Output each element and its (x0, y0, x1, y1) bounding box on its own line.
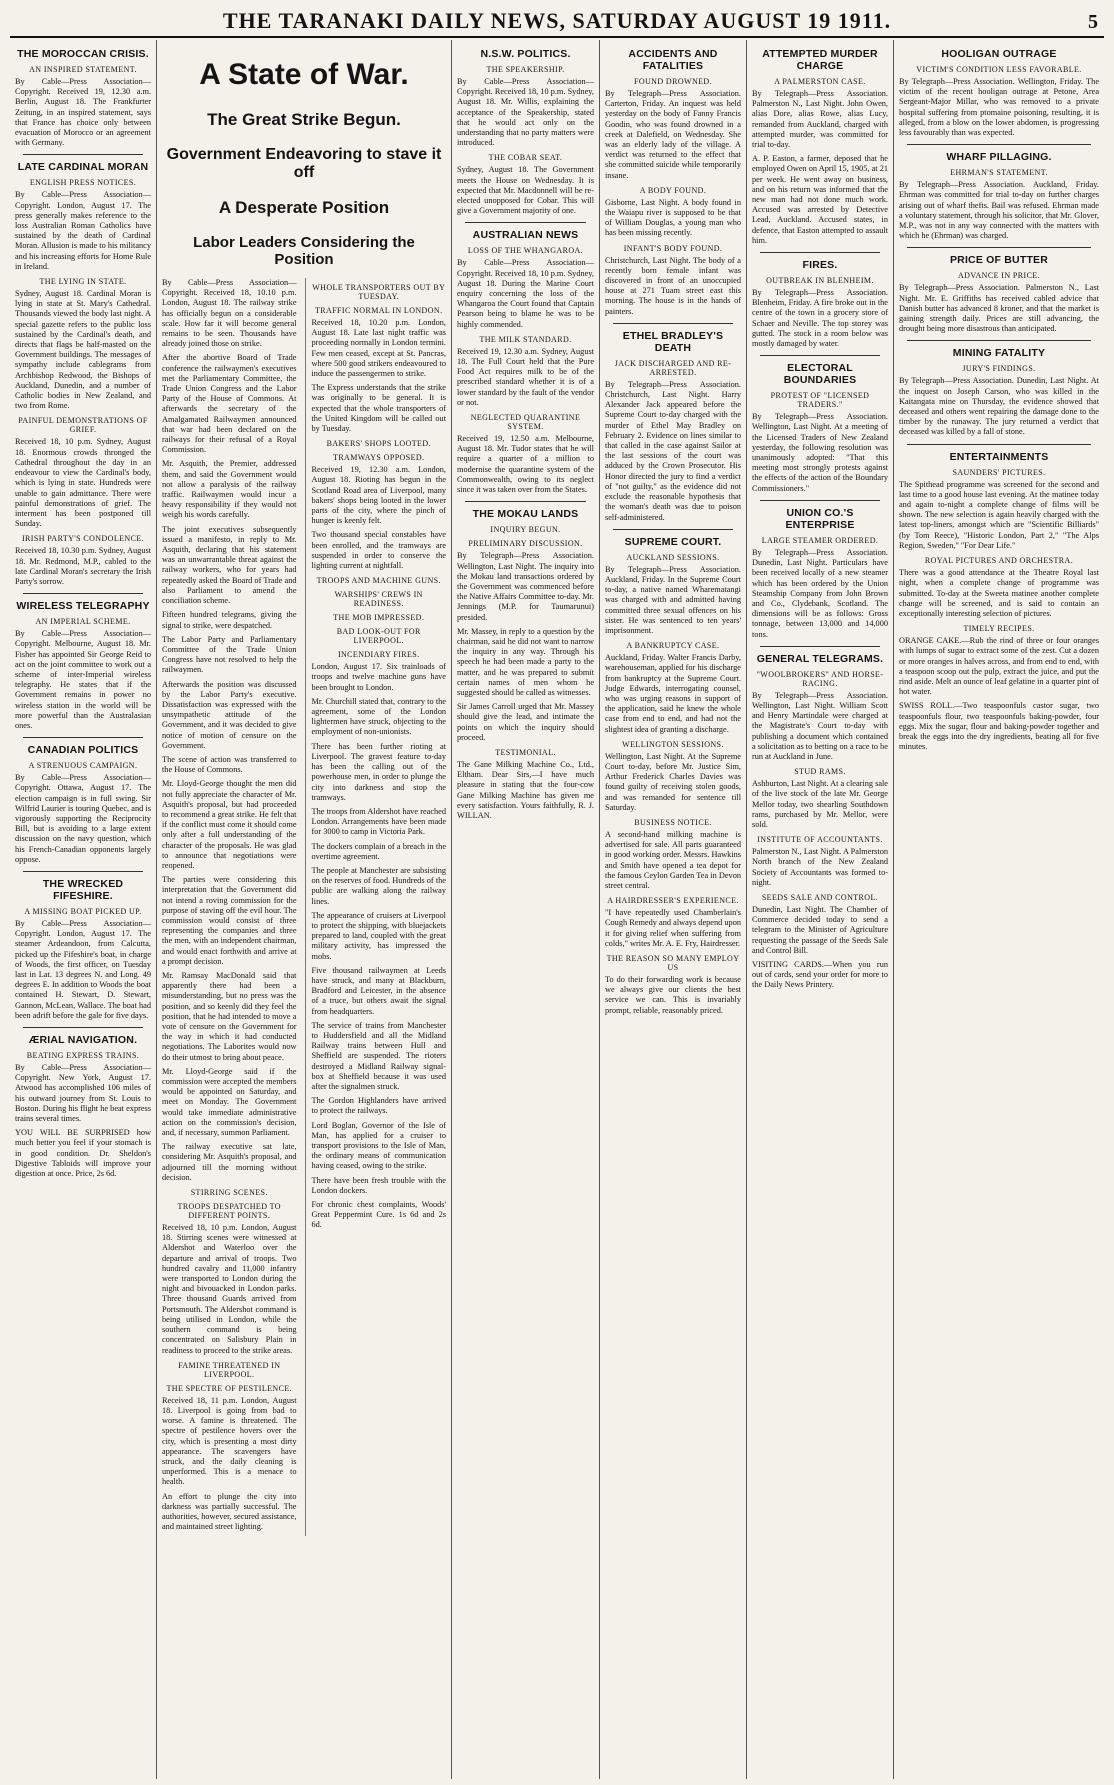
article-heading: ACCIDENTS AND FATALITIES (628, 48, 718, 72)
article-text: SWISS ROLL.—Two teaspoonfuls castor sugar, two teaspoonfuls flour, two teaspoonfuls baking-powder, four eggs. Mix the sugar, flour and baking-powder together and break the eggs into the dry ingredients, beating all for five minutes. (899, 701, 1099, 752)
column-rule (760, 646, 880, 647)
article-heading: FIRES. (802, 259, 838, 272)
article-text: Received 19, 12.50 a.m. Melbourne, August 18. Mr. Tudor states that he will require a quarter of a million to modernise the quarantine system of the Commonwealth, owing to its neglect since it was taken over from the States. (457, 434, 594, 495)
article-subheading: PAINFUL DEMONSTRATIONS OF GRIEF. (18, 416, 148, 435)
article-text: Sir James Carroll urged that Mr. Massey should give the lead, and intimate the points on which the inquiry should proceed. (457, 702, 594, 742)
column-4 (600, 40, 747, 1779)
headline-3: Government Endeavoring to stave it off (166, 146, 442, 181)
column-rule (907, 144, 1091, 145)
article-heading: THE MOKAU LANDS (472, 508, 579, 521)
article-subheading: ADVANCE IN PRICE. (958, 271, 1040, 281)
article-subheading: PRELIMINARY DISCUSSION. (468, 539, 583, 549)
article-subheading: BUSINESS NOTICE. (634, 817, 712, 827)
article-subheading: A PALMERSTON CASE. (774, 77, 866, 86)
article-text: London, August 17. Six trainloads of troops and twelve machine guns have been brought to London. (311, 662, 446, 692)
article-subheading: JURY'S FINDINGS. (962, 364, 1036, 374)
article-text: There have been fresh trouble with the London dockers. (311, 1175, 446, 1195)
article-heading: PRICE OF BUTTER (949, 254, 1049, 267)
column-3 (452, 40, 600, 1779)
article-subheading: ROYAL PICTURES AND ORCHESTRA. (924, 556, 1074, 566)
article-text: "I have repeatedly used Chamberlain's Cough Remedy and always depend upon it for giving relief when suffering from colds," writes Mr. A. E. Fry, Hairdresser. (605, 908, 741, 948)
article-text: The Gordon Highlanders have arrived to protect the railways. (311, 1096, 446, 1116)
article-subheading: OUTBREAK IN BLENHEIM. (766, 276, 874, 286)
article-subheading: TROOPS AND MACHINE GUNS. (316, 576, 441, 586)
article-subheading: INQUIRY BEGUN. (490, 525, 561, 535)
article-text: The Spithead programme was screened for the second and last time to a good house last evening. At the matinee today and again to-night a complete change of films will be shown. The new selection is again heavily charged with the latest top-liners, amongst which are "Scientific Billiards" (by Tom Reece), "Historic London, Part 2," "The Alps Region, Sweden," "For Dear Life." (899, 479, 1099, 550)
article-subheading: WELLINGTON SESSIONS. (622, 739, 724, 749)
article-subheading: TIMELY RECIPES. (963, 624, 1035, 634)
article-subheading: THE MOB IMPRESSED. (333, 613, 425, 623)
column-rule (465, 222, 586, 223)
article-subheading: TROOPS DESPATCHED TO DIFFERENT POINTS. (177, 1202, 281, 1221)
article-subheading: AN INSPIRED STATEMENT. (29, 65, 137, 74)
article-text: By Telegraph—Press Association. Auckland, Friday. Ehrman was committed for trial to-day on further charges arising out of wharf thefts. Bail was refused. Ehrman made a voluntary statement, through his solicitor, that Mr. Glover, M.P., was not in any way connected with the matters with which he (Ehrman) was charged. (899, 180, 1099, 241)
column-5 (747, 40, 894, 1779)
article-text: The joint executives subsequently issued a manifesto, in reply to Mr. Asquith, declaring that his statement was an unwarrantable threat against the railway workers, who for years had repeatedly asked the Board of Trade and also Parliament to amend the conciliation scheme. (162, 524, 297, 606)
columns (10, 40, 1104, 1779)
article-text: Fifteen hundred telegrams, giving the signal to strike, were despatched. (162, 610, 297, 630)
article-heading: UNION CO.'S ENTERPRISE (785, 506, 855, 531)
article-text: By Telegraph—Press Association. Dunedin, Last Night. Particulars have been received locally of a new steamer which has been ordered by the Union Steamship Company from John Brown and Co., Clydebank, Scotland. The dimensions will be as follows: Gross tonnage, between 13,000 and 14,000 tons. (752, 547, 888, 639)
page-number: 5 (1088, 11, 1098, 33)
column-rule (23, 737, 143, 738)
article-subheading: TRAFFIC NORMAL IN LONDON. (315, 306, 443, 315)
article-heading: CANADIAN POLITICS (27, 744, 139, 757)
article-text: Mr. Massey, in reply to a question by the chairman, said he did not want to narrow the inquiry in any way. Through his speech he had been made a party to the matter, and he was prepared to submit certain names of men whom he suggested should be called as witnesses. (457, 626, 594, 697)
masthead (10, 6, 1104, 38)
article-heading: N.S.W. POLITICS. (480, 48, 571, 60)
headline-4: A Desperate Position (218, 198, 390, 217)
article-text: The dockers complain of a breach in the overtime agreement. (311, 841, 446, 861)
article-subheading: EHRMAN'S STATEMENT. (950, 168, 1048, 178)
article-text: Five thousand railwaymen at Leeds have struck, and many at Blackburn, Bradford and Leicester, in the absence of a truce, but others await the signal from headquarters. (311, 965, 446, 1016)
strike-report-right (305, 278, 447, 1536)
column-rule (760, 355, 880, 356)
article-text: By Telegraph—Press Association. Wellington, Friday. The victim of the recent hooligan outrage at Petone, Area Sergeant-Major Millar, who was removed to a private hospital suffering from ptomaine poisoning, resulting, it is alleged, from a blow on the lower abdomen, is progressing less favourably than was expected. (899, 77, 1099, 138)
main-headline: A State of War. (199, 58, 409, 91)
article-subheading: THE SPECTRE OF PESTILENCE. (166, 1383, 293, 1393)
column-rule (465, 501, 586, 502)
article-text: A second-hand milking machine is advertised for sale. All parts guaranteed in good working order. Messrs. Hawkins and Smith have opened a tea depot for the famous Ceylon Garden Tea in Devon street central. (605, 829, 741, 890)
article-heading: LATE CARDINAL MORAN (17, 161, 149, 174)
column-rule (907, 247, 1091, 248)
article-subheading: JACK DISCHARGED AND RE-ARRESTED. (614, 358, 732, 377)
article-text: The Express understands that the strike was originally to be general. It is expected that the whole transporters of the United Kingdom will be called out by Tuesday. (311, 383, 446, 434)
article-text: Wellington, Last Night. At the Supreme Court to-day, before Mr. Justice Sim, Arthur Frederick Charles Davies was found guilty of receiving stolen goods, and was remanded for sentence till Saturday. (605, 751, 741, 812)
article-heading: WIRELESS TELEGRAPHY (16, 600, 150, 613)
article-text: Two thousand special constables have been enrolled, and the tramways are suspended in order to conserve the lighting current at nightfall. (311, 530, 446, 571)
article-text: Dunedin, Last Night. The Chamber of Commerce decided today to send a telegram to the Minister of Agriculture requesting the passage of the Seeds Sale and Control Bill. (752, 904, 888, 955)
article-heading: ETHEL BRADLEY'S DEATH (622, 329, 724, 354)
column-2 (157, 40, 452, 1779)
article-text: Sydney, August 18. The Government meets the House on Wednesday. It is expected that Mr. Macdonnell will be re-elected unopposed for Cobar. This will give a Government majority of one. (457, 165, 594, 216)
article-text: By Telegraph—Press Association. Dunedin, Last Night. At the inquest on Joseph Carson, who was killed in the Kaitangata mine on Thursday, the evidence showed that deceased and others went repairing the damage done to the timber by the runaway. The jury returned a verdict that deceased was killed by a fall of stone. (899, 376, 1099, 437)
article-subheading: VICTIM'S CONDITION LESS FAVORABLE. (916, 65, 1082, 74)
article-subheading: STUD RAMS. (794, 767, 846, 777)
column-rule (23, 154, 143, 155)
article-text: The service of trains from Manchester to Huddersfield and all the Midland Railway trains between Hull and Sheffield are suspended. The rioters destroyed a Midland Railway signal-box at Sheffield because it was used after the signalmen struck. (311, 1020, 446, 1091)
article-text: The Labor Party and Parliamentary Committee of the Trade Union Congress have not resolved to help the railwaymen. (162, 634, 297, 675)
article-text: Lord Boglan, Governor of the Isle of Man, has applied for a cruiser to transport provisions to the Isle of Man, the ordinary means of communication having ceased, owing to the strike. (311, 1120, 446, 1171)
article-text: By Cable—Press Association—Copyright. London, August 17. The press generally makes reference to the loss Australian Roman Catholics have sustained by the death of Cardinal Moran. Allusion is made to his militancy and his increasing efforts for Home Rule in Ireland. (15, 190, 151, 271)
article-text: By Telegraph—Press Association. Auckland, Friday. In the Supreme Court to-day, a native named Wharematangi was charged with and admitted having committed three sexual offences on his sister. He was sentenced to ten years' imprisonment. (605, 564, 741, 635)
article-text: By Cable—Press Association—Copyright. Melbourne, August 18. Mr. Fisher has appointed Sir George Reid to act on the joint committee to work out a scheme of inter-Imperial wireless telegraphy. He states that if the Government remains in power no wireless station in the world will be more powerful than the Australasian ones. (15, 629, 151, 730)
article-text: Received 19, 12.30 a.m. Sydney, August 18. The Full Court held that the Pure Food Act requires milk to be of the prescribed standard whether it is of a lower standard by the fault of the vendor or not. (457, 346, 594, 407)
article-text: Gisborne, Last Night. A body found in the Waiapu river is supposed to be that of William Douglas, a young man who has been missing recently. (605, 197, 741, 238)
article-text: By Telegraph—Press Association. Palmerston N., Last Night. Mr. E. Griffiths has received cabled advice that Danish butter has advanced 8 kroner, and that the market is gaining strength daily. Prices are still advancing, the drought being more disastrous than anticipated. (899, 283, 1099, 334)
article-subheading: INFANT'S BODY FOUND. (623, 243, 723, 253)
article-subheading: WHOLE TRANSPORTERS OUT BY TUESDAY. (312, 283, 446, 301)
article-text: Received 18, 10 p.m. London, August 18. Stirring scenes were witnessed at Aldershot and Waterloo over the departure and arrival of troops. Two hundred cavalry and 11,000 infantry were transported to London during the night and bivouacked in London parks. Three thousand Guards arrived from Portsmouth. The Aldershot command is being utilised in London, while the southern command is being concentrated on Salisbury Plain in readiness to proceed to the strike areas. (162, 1223, 297, 1355)
article-text: There was a good attendance at the Theatre Royal last night, when a complete change of programme was submitted. To-day at the Sweeta matinee another complete change will be screened, and is said to contain an exceptionally interesting selection of pictures. (899, 568, 1099, 618)
article-heading: ELECTORAL BOUNDARIES (783, 362, 857, 387)
article-subheading: INSTITUTE OF ACCOUNTANTS. (757, 835, 883, 845)
article-subheading: LOSS OF THE WHANGAROA. (467, 246, 584, 256)
article-text: To do their forwarding work is because we always give our clients the best service we can. This is invariably prompt, reliable, reasonably priced. (605, 975, 741, 1015)
article-text: After the abortive Board of Trade conference the railwaymen's executives met the Parliamentary Committee, the Trade Union Congress and the Labor Party of the House of Commons. At afterwards the secretary of the Amalgamated Railwaymen announced that war had been declared on the railways for their refusal of a Royal Commission. (162, 353, 297, 455)
article-text: Auckland, Friday. Walter Francis Darby, warehouseman, applied for his discharge from bankruptcy at the Supreme Court. Judge Edwards, interrogating counsel, who was urging reasons in support of the application, said he knew the whole case from end to end, and had not the slightest idea of granting a discharge. (605, 653, 741, 734)
article-text: By Cable—Press Association—Copyright. New York, August 17. Atwood has accomplished 106 miles of his outward journey from St. Louis to Boston. During his flight he beat express trains several times. (15, 1063, 151, 1124)
article-subheading: NEGLECTED QUARANTINE SYSTEM. (470, 413, 581, 432)
article-subheading: AN IMPERIAL SCHEME. (35, 617, 131, 627)
article-text: Received 18, 10.20 p.m. London, August 18. Late last night traffic was proceeding normally in London termini. Few men ceased, except at St. Pancras, where 500 good strikers endeavoured to induce the passengermen to strike. (311, 318, 446, 379)
article-text: Ashburton, Last Night. At a clearing sale of the live stock of the late Mr. George Mellor today, two shearling Southdown rams, purchased by Mr. Mellor, were sold. (752, 779, 888, 829)
column-rule (23, 593, 143, 594)
article-subheading: THE LYING IN STATE. (39, 277, 127, 287)
column-rule (907, 444, 1091, 445)
column-6 (894, 40, 1104, 1779)
article-text: The scene of action was transferred to the House of Commons. (162, 754, 297, 775)
article-heading: AUSTRALIAN NEWS (472, 229, 579, 242)
article-text: By Telegraph—Press Association. Wellington, Last Night. The inquiry into the Mokau land transactions ordered by the Government was commenced before the Native Affairs Committee to-day. Mr. Jennings (M.P. for Taumarunui) presided. (457, 551, 594, 622)
article-subheading: IRISH PARTY'S CONDOLENCE. (21, 534, 144, 544)
article-text: Received 18, 10 p.m. Sydney, August 18. Enormous crowds thronged the Cathedral throughout the day in an endeavour to view the Cardinal's body, which is lying in state. Hundreds were unable to gain admittance. There were painful demonstrations of grief. The interment has been postponed till Sunday. (15, 437, 151, 529)
column-rule (760, 252, 880, 253)
article-text: Received 18, 11 p.m. London, August 18. Liverpool is going from bad to worse. A famine is threatened. The spectre of pestilence hovers over the city, which is presenting a most dirty appearance. The scavengers have struck, and the daily cleaning is unperformed. This is a menace to health. (162, 1395, 297, 1487)
column-rule (613, 323, 733, 324)
article-text: By Cable—Press Association—Copyright. Received 18, 10.10 p.m. London, August 18. The railway strike has officially begun on a considerable scale. How far it will become general remains to be seen. Thousands have already joined those on strike. (162, 278, 297, 349)
headline-5: Labor Leaders Considering the Position (193, 234, 415, 268)
article-text: Mr. Asquith, the Premier, addressed them, and said the Government would not allow a paralysis of the railway traffic. Railwaymen would incur a heavy responsibility if they would not weigh his words carefully. (162, 459, 297, 520)
article-subheading: BAD LOOK-OUT FOR LIVERPOOL. (336, 627, 421, 646)
article-heading: ATTEMPTED MURDER CHARGE (762, 48, 878, 72)
column-rule (907, 340, 1091, 341)
article-subheading: SEEDS SALE AND CONTROL. (761, 892, 879, 902)
article-subheading: LARGE STEAMER ORDERED. (761, 535, 879, 545)
article-text: An effort to plunge the city into darkness was partially successful. The authorities, however, secured assistance, and maintained street lighting. (162, 1491, 297, 1532)
article-subheading: "WOOLBROKERS" AND HORSE-RACING. (756, 669, 884, 688)
article-text: The railway executive sat late, considering Mr. Asquith's proposal, and adjourned till the morning without decision. (162, 1142, 297, 1182)
article-subheading: A MISSING BOAT PICKED UP. (24, 906, 142, 916)
strike-report (162, 278, 446, 1536)
article-heading: WHARF PILLAGING. (946, 151, 1052, 164)
article-text: By Telegraph—Press Association. Wellington, Last Night. William Scott and Henry Martindale were charged at the Magistrate's Court to-day with publishing a document which contained a solicitation as to betting on a race to be run at Auckland in June. (752, 690, 888, 761)
article-subheading: A BANKRUPTCY CASE. (626, 641, 720, 651)
article-text: For chronic chest complaints, Woods' Great Peppermint Cure. 1s 6d and 2s 6d. (311, 1200, 446, 1230)
column-rule (23, 1027, 143, 1028)
article-subheading: TRAMWAYS OPPOSED. (333, 453, 425, 463)
column-rule (613, 529, 733, 530)
article-text: The parties were considering this interpretation that the Government did not intend a roving commission for the purpose of staving off the evil hour. The commission would consist of three representing the companies and three the men, with an independent chairman, and would enact forthwith and arrive at a prompt decision. (162, 875, 297, 966)
article-subheading: A BODY FOUND. (639, 185, 707, 195)
article-text: By Cable—Press Association—Copyright. Received 18, 10 p.m. Sydney, August 18. During the Marine Court enquiry concerning the loss of the Whangaroa the Court found that Captain Pearson being to blame he was to be highly commended. (457, 258, 594, 329)
article-text: Received 18, 10.30 p.m. Sydney, August 18. Mr. Redmond, M.P., cabled to the late Cardinal Moran's secretary the Irish Party's sorrow. (15, 546, 151, 586)
article-subheading: WARSHIPS' CREWS IN READINESS. (334, 590, 423, 609)
column-1 (10, 40, 157, 1779)
article-subheading: BEATING EXPRESS TRAINS. (26, 1051, 140, 1061)
article-text: Palmerston N., Last Night. A Palmerston North branch of the New Zealand Society of Accountants was formed to-night. (752, 847, 888, 887)
article-text: By Cable—Press Association—Copyright. Ottawa, August 17. The election campaign is in full swing. Sir Wilfrid Laurier is touring Quebec, and is vigorously supporting the Reciprocity Bill, but is avoiding to a large extent discussion on the navy question, which his French-Canadian opponents largely oppose. (15, 773, 151, 864)
article-subheading: A HAIRDRESSER'S EXPERIENCE. (607, 896, 739, 906)
article-subheading: TESTIMONIAL. (495, 747, 556, 757)
article-heading: THE WRECKED FIFESHIRE. (42, 877, 124, 902)
article-text: Mr. Lloyd-George thought the men did not fully appreciate the character of Mr. Asquith's proposal, but had proceeded to recommend a great strike. He felt that if the conflict must come it should come only after a full understanding of the character of the proposals. He was glad to announce that negotiations were reopened. (162, 779, 297, 870)
article-text: Received 19, 12.30 a.m. London, August 18. Rioting has begun in the Scotland Road area of Liverpool, many bakers' shops being looted in the lower parts of the city, where the pinch of hunger is keenly felt. (311, 465, 446, 526)
article-heading: ENTERTAINMENTS (949, 450, 1049, 463)
article-text: Mr. Ramsay MacDonald said that apparently there had been a misunderstanding, but no press was the position, and so keenly did they feel the position, that he had intended to move a vote of censure on the Government for the way in which it had conducted negotiations. The Laborites would now do their utmost to bring about peace. (162, 971, 297, 1062)
article-heading: HOOLIGAN OUTRAGE (941, 48, 1057, 60)
article-heading: GENERAL TELEGRAMS. (756, 652, 884, 665)
article-subheading: SAUNDERS' PICTURES. (952, 467, 1046, 477)
column-rule (760, 500, 880, 501)
article-text: Mr. Churchill stated that, contrary to the agreement, some of the London lightermen have struck, objecting to the employment of non-unionists. (311, 696, 446, 737)
article-text: By Cable—Press Association—Copyright. Received 18, 10 p.m. Sydney, August 18. Mr. Willis, explaining the acceptance of the Speakership, stated that he would act only on the understanding that no party matters were introduced. (457, 77, 594, 148)
article-text: By Telegraph—Press Association. Christchurch, Last Night. Harry Alexander Jack appeared before the Supreme Court to-day charged with the murder of Ethel May Bradley on February 2. Evidence on lines similar to that called in the case against Sailor at the last sessions of the court was adduced by the Crown Prosecutor. His Honor directed the jury to find a verdict of "not guilty," as the evidence did not exclude the reasonable hypothesis that the woman's death was due to poison self-administered. (605, 379, 741, 522)
article-text: The Gane Milking Machine Co., Ltd., Eltham. Dear Sirs,—I have much pleasure in stating that the four-cow Gane Milking Machine has given me every satisfaction. Yours faithfully, R. J. WILLAN. (457, 759, 594, 820)
article-text: By Telegraph—Press Association. Blenheim, Friday. A fire broke out in the centre of the town in a grocery store of Schaer and Neville. The top storey was gutted. The stock in a room below was mostly damaged by water. (752, 288, 888, 349)
article-text: A. P. Easton, a farmer, deposed that he employed Owen on April 15, 1905, at 21 per week. He went away on business, and on his return was informed that the new man had not done much work. Accused was arrested by Detective Lead, Auckland. Accused states, in defence, that Easton attempted to assault him. (752, 154, 888, 245)
article-subheading: FOUND DROWNED. (633, 77, 713, 86)
article-subheading: THE COBAR SEAT. (488, 153, 563, 163)
article-text: YOU WILL BE SURPRISED how much better you feel if your stomach is in good condition. Dr. Sheldon's Digestive Tabloids will improve your digestion at once. Price, 2s 6d. (15, 1128, 151, 1179)
article-text: By Telegraph—Press Association. Palmerston N., Last Night. John Owen, alias Dore, alias Rowe, alias Lucy, remanded from Auckland, charged with attempted murder, was committed for trial to-day. (752, 89, 888, 150)
article-text: The people at Manchester are subsisting on the reserves of food. Hundreds of the public are walking along the railway lines. (311, 865, 446, 906)
article-text: By Telegraph—Press Association. Carterton, Friday. An inquest was held yesterday on the body of Fanny Francis Goodin, who was found drowned in a creek at Dalefield, on Wednesday. She was an elderly lady of the village. A verdict was returned to the effect that she committed suicide while temporarily insane. (605, 89, 741, 180)
article-subheading: THE REASON SO MANY EMPLOY US (606, 954, 740, 972)
article-subheading: A STRENUOUS CAMPAIGN. (28, 761, 138, 771)
article-subheading: STIRRING SCENES. (190, 1188, 268, 1198)
article-text: ORANGE CAKE.—Rub the rind of three or four oranges with lumps of sugar to extract some of the zest. Cut a dozen or more oranges in halves across, and from end to end, with a teaspoon scoop out the pulp, extract the juice, and put the rind aside. Melt an ounce of leaf gelatine in a quarter pint of hot water. (899, 636, 1099, 697)
article-subheading: FAMINE THREATENED IN LIVERPOOL. (178, 1360, 281, 1379)
article-text: There has been further rioting at Liverpool. The gravest feature to-day has been the calling out of the powerhouse men, in order to plunge the city into darkness and stop the tramways. (311, 741, 446, 802)
article-text: Christchurch, Last Night. The body of a recently born female infant was discovered in front of an unoccupied house at 271 Tuam street east this morning. The house is in the hands of painters. (605, 255, 741, 316)
article-subheading: AUCKLAND SESSIONS. (626, 552, 720, 562)
article-text: Mr. Lloyd-George said if the commission were accepted the members would be appointed on Saturday, and meet on Monday. The Government would take immediate administrative action on the commission's decision, and, if necessary, summon Parliament. (162, 1066, 297, 1138)
article-text: By Cable—Press Association—Copyright. London, August 17. The steamer Ardeandoon, from Calcutta, picked up the Fifeshire's boat, in charge of Woods, the first officer, on Tuesday last in Lat. 13 degrees N. and Long. 49 degrees E. In addition to Woods the boat contained H. Stewart, D. Stewart, Gannon, McLean, Wallace. The boat had been adrift before the gale for five days. (15, 918, 151, 1020)
article-subheading: THE MILK STANDARD. (479, 334, 572, 344)
article-subheading: INCENDIARY FIRES. (337, 650, 420, 660)
article-heading: THE MOROCCAN CRISIS. (17, 48, 149, 60)
article-subheading: THE SPEAKERSHIP. (486, 65, 565, 74)
article-text: The troops from Aldershot have reached London. Arrangements have been made for 3000 to camp in Victoria Park. (311, 806, 446, 837)
article-text: Sydney, August 18. Cardinal Moran is lying in state at St. Mary's Cathedral. Thousands viewed the body last night. A special gazette refers to the public loss sustained by the Cardinal's death, and directs that flags be half-masted on the Government buildings. The messages of sympathy include cablegrams from Archbishop Redwood, the Bishops of Auckland, Dunedin, and a number of Catholic bodies in New Zealand, and two from Rome. (15, 289, 151, 411)
article-heading: MINING FATALITY (952, 347, 1046, 360)
article-text: Afterwards the position was discussed by the Labor Party's executive. Dissatisfaction was expressed with the unsympathetic attitude of the Government, and it was decided to give notice of motion of censure on the Government. (162, 679, 297, 750)
column-rule (23, 871, 143, 872)
article-heading: ÆRIAL NAVIGATION. (28, 1034, 138, 1047)
article-subheading: ENGLISH PRESS NOTICES. (29, 178, 137, 188)
article-subheading: BAKERS' SHOPS LOOTED. (326, 439, 431, 449)
article-text: By Cable—Press Association—Copyright. Received 19, 12.30 a.m. Berlin, August 18. The Frankfurter Zeitung, in an inspired statement, says that France has choice only between evacuation of Morocco or an agreement with Germany. (15, 77, 151, 148)
strike-report-left (162, 278, 297, 1536)
headline-2: The Great Strike Begun. (207, 110, 401, 129)
article-text: The appearance of cruisers at Liverpool to protect the shipping, with bluejackets prepared to land, coupled with the great military activity, has impressed the mobs. (311, 910, 446, 961)
article-text: By Telegraph—Press Association. Wellington, Last Night. At a meeting of the Licensed Traders of New Zealand yesterday, the following resolution was unanimously adopted: "That this meeting most strongly protests against the effects of the action of the Boundary Commissioners." (752, 412, 888, 493)
article-text: VISITING CARDS.—When you run out of cards, send your order for more to the Daily News Printery. (752, 959, 888, 990)
article-subheading: PROTEST OF "LICENSED TRADERS." (770, 391, 870, 410)
masthead-title: THE TARANAKI DAILY NEWS, SATURDAY AUGUST 19 1911. (222, 8, 892, 33)
article-heading: SUPREME COURT. (624, 535, 722, 548)
